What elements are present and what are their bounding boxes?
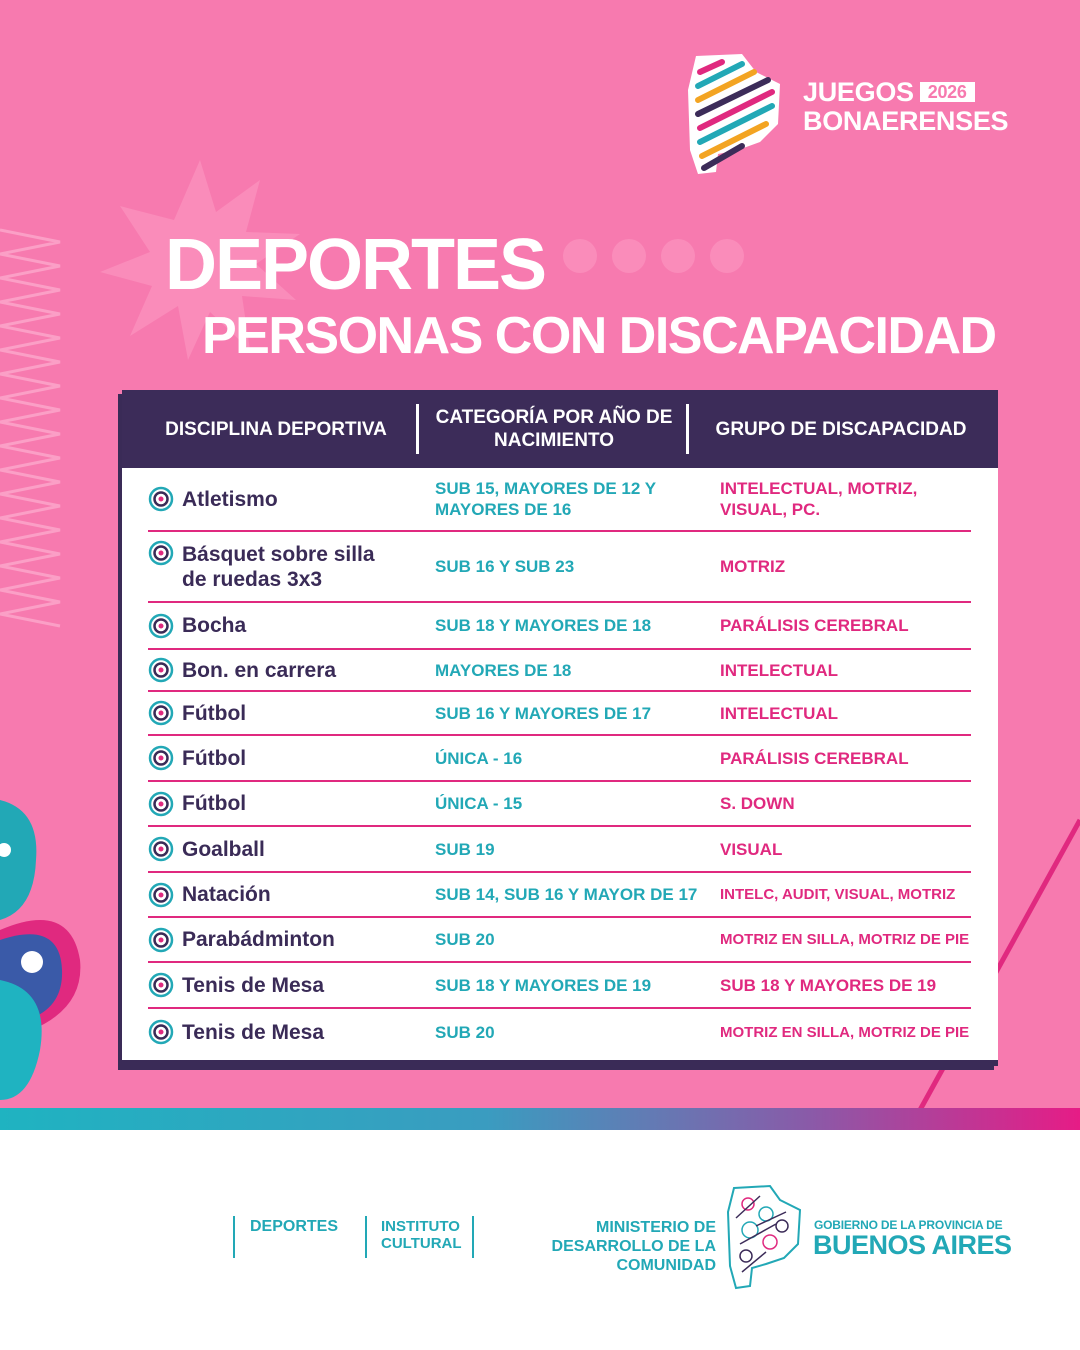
group-cell: INTELECTUAL <box>720 660 839 680</box>
discipline-name: Goalball <box>182 837 265 861</box>
discipline-name: Fútbol <box>182 746 247 770</box>
logo-line2: BONAERENSES <box>803 106 1009 136</box>
discipline-cell <box>148 657 435 683</box>
table-row <box>148 650 971 692</box>
discipline-cell <box>148 791 435 817</box>
discipline-cell <box>148 745 435 771</box>
logo-wordmark <box>803 78 1008 136</box>
gradient-divider <box>0 1108 1080 1130</box>
footer-instituto: INSTITUTO CULTURAL <box>381 1218 462 1252</box>
table-row <box>148 603 971 650</box>
group-cell: INTELECTUAL <box>720 703 839 723</box>
discipline-cell <box>148 542 435 592</box>
category-cell: ÚNICA - 15 <box>435 794 523 813</box>
footer-divider <box>472 1216 474 1258</box>
discipline-cell <box>148 972 435 998</box>
footer-provincia: BUENOS AIRES <box>813 1230 1012 1260</box>
target-bullet-icon <box>148 700 174 726</box>
target-bullet-icon <box>148 927 174 953</box>
discipline-cell <box>148 882 435 908</box>
footer-ministerio: MINISTERIO DE DESARROLLO DE LA COMUNIDAD <box>551 1219 716 1274</box>
discipline-cell <box>148 1019 435 1045</box>
colorful-shapes-decoration <box>0 790 90 1110</box>
category-cell: SUB 16 Y MAYORES DE 17 <box>435 703 652 723</box>
category-cell: SUB 19 <box>435 839 495 859</box>
discipline-name: Atletismo <box>182 487 278 511</box>
header-group: GRUPO DE DISCAPACIDAD <box>715 418 967 440</box>
footer-gobierno: GOBIERNO DE LA PROVINCIA DE <box>814 1218 1003 1232</box>
table-row <box>148 918 971 963</box>
discipline-name: Fútbol <box>182 792 247 815</box>
group-cell: PARÁLISIS CEREBRAL <box>720 616 909 635</box>
category-cell: ÚNICA - 16 <box>435 748 523 768</box>
category-cell: SUB 18 Y MAYORES DE 18 <box>435 616 652 635</box>
header-category: CATEGORÍA POR AÑO DE NACIMIENTO <box>435 407 673 451</box>
group-cell: INTELC, AUDIT, VISUAL, MOTRIZ <box>720 886 956 903</box>
discipline-name: Básquet sobre silla de ruedas 3x3 <box>182 542 375 591</box>
zigzag-decoration <box>0 220 70 640</box>
header-divider <box>686 404 689 454</box>
discipline-name: Bocha <box>182 614 247 637</box>
target-bullet-icon <box>148 882 174 908</box>
category-cell: SUB 20 <box>435 930 495 949</box>
discipline-name: Tenis de Mesa <box>182 973 324 997</box>
target-bullet-icon <box>148 791 174 817</box>
page-subtitle: PERSONAS CON DISCAPACIDAD <box>202 307 996 365</box>
table-row <box>148 532 971 603</box>
table-header <box>122 390 998 468</box>
dots-decoration <box>560 236 750 276</box>
target-bullet-icon <box>148 486 174 512</box>
category-cell: SUB 18 Y MAYORES DE 19 <box>435 975 652 995</box>
discipline-cell <box>148 700 435 726</box>
province-map-logo-icon <box>682 50 786 176</box>
header-discipline: DISCIPLINA DEPORTIVA <box>165 418 387 440</box>
target-bullet-icon <box>148 1019 174 1045</box>
table-row <box>148 782 971 827</box>
page-title: DEPORTES <box>165 225 546 305</box>
category-cell: MAYORES DE 18 <box>435 660 572 680</box>
category-cell: SUB 16 Y SUB 23 <box>435 557 575 576</box>
discipline-name: Parabádminton <box>182 928 335 951</box>
target-bullet-icon <box>148 613 174 639</box>
discipline-name: Natación <box>182 883 271 906</box>
group-cell: S. DOWN <box>720 794 795 813</box>
table-row <box>148 736 971 782</box>
category-cell: SUB 20 <box>435 1022 495 1042</box>
table-row <box>148 692 971 736</box>
sports-table <box>122 390 998 1066</box>
target-bullet-icon <box>148 972 174 998</box>
footer-deportes: DEPORTES <box>250 1218 339 1235</box>
target-bullet-icon <box>148 540 174 566</box>
table-row <box>148 873 971 918</box>
footer <box>0 1130 1080 1350</box>
group-cell: INTELECTUAL, MOTRIZ, VISUAL, PC. <box>720 479 918 519</box>
category-cell: SUB 14, SUB 16 Y MAYOR DE 17 <box>435 885 698 904</box>
target-bullet-icon <box>148 745 174 771</box>
group-cell: MOTRIZ EN SILLA, MOTRIZ DE PIE <box>720 1023 970 1041</box>
discipline-name: Fútbol <box>182 701 247 725</box>
logo-year-badge: 2026 <box>920 82 975 102</box>
discipline-name: Tenis de Mesa <box>182 1020 324 1044</box>
footer-divider <box>365 1216 367 1258</box>
group-cell: MOTRIZ <box>720 557 786 576</box>
discipline-cell <box>148 613 435 639</box>
group-cell: SUB 18 Y MAYORES DE 19 <box>720 975 937 995</box>
table-row <box>148 827 971 873</box>
table-row <box>148 1009 971 1055</box>
header-divider <box>416 404 419 454</box>
discipline-cell <box>148 927 435 953</box>
logo-line1: JUEGOS <box>803 77 914 107</box>
buenos-aires-province-map-icon <box>726 1182 804 1290</box>
table-row <box>148 468 971 532</box>
footer-divider <box>233 1216 235 1258</box>
target-bullet-icon <box>148 836 174 862</box>
discipline-cell <box>148 836 435 862</box>
group-cell: PARÁLISIS CEREBRAL <box>720 748 909 768</box>
target-bullet-icon <box>148 657 174 683</box>
category-cell: SUB 15, MAYORES DE 12 Y MAYORES DE 16 <box>435 479 656 519</box>
discipline-name: Bon. en carrera <box>182 658 337 682</box>
discipline-cell <box>148 486 435 512</box>
table-row <box>148 963 971 1009</box>
group-cell: MOTRIZ EN SILLA, MOTRIZ DE PIE <box>720 931 970 948</box>
group-cell: VISUAL <box>720 839 783 859</box>
